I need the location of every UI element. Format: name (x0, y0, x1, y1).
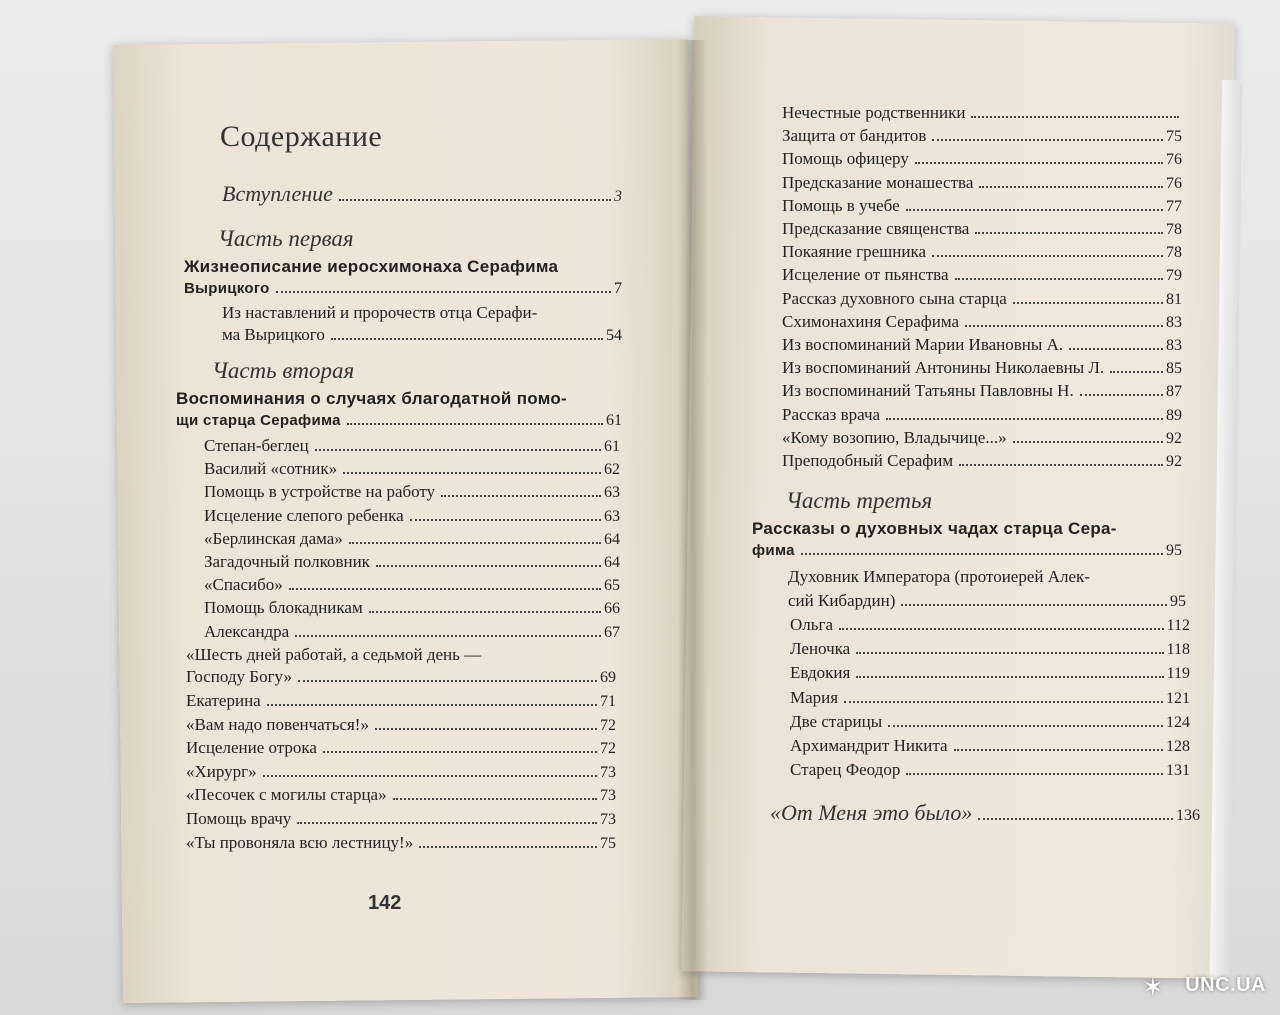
leader-dots (1069, 348, 1163, 350)
toc-entry-page: 92 (1166, 453, 1182, 470)
toc-entry-page: 131 (1166, 762, 1190, 780)
toc-entry-page: 78 (1166, 244, 1182, 262)
toc-entry-page: 73 (600, 811, 616, 828)
leader-dots (343, 472, 601, 474)
toc-entry-title: Степан-беглец (204, 436, 309, 455)
book-gutter (678, 40, 708, 1000)
toc-entry[interactable] (782, 172, 1182, 195)
toc-entry-title: «Хирург» (186, 761, 257, 781)
toc-entry-title: Евдокия (790, 663, 851, 683)
toc-entry-title: фима (752, 542, 795, 559)
toc-entry-title: «Песочек с могилы старца» (186, 785, 387, 805)
leader-dots (1080, 394, 1163, 396)
toc-entry[interactable] (186, 737, 616, 760)
leader-dots (801, 553, 1163, 555)
page-title: Содержание (220, 120, 383, 153)
toc-entry-title: Ольга (790, 615, 834, 634)
toc-entry-page: 121 (1166, 689, 1190, 707)
toc-entry-page: 89 (1166, 406, 1182, 424)
toc-entry-page: 72 (600, 716, 616, 734)
leader-dots (263, 775, 597, 777)
leader-dots (932, 255, 1163, 257)
leader-dots (971, 116, 1179, 118)
leader-dots (844, 701, 1163, 703)
leader-dots (978, 818, 1173, 820)
toc-entry[interactable] (186, 714, 616, 737)
toc-entry[interactable] (790, 614, 1190, 637)
toc-entry-page: 78 (1166, 221, 1182, 238)
toc-entry-page: 95 (1166, 542, 1182, 559)
toc-entry[interactable] (782, 380, 1182, 403)
leader-dots (1013, 441, 1163, 443)
toc-entry-title: Воспоминания о случаях благодатной помо- (176, 389, 568, 408)
toc-entry[interactable] (186, 761, 616, 784)
toc-entry-page: 124 (1166, 713, 1190, 731)
toc-entry[interactable] (790, 687, 1190, 710)
toc-entry-intro[interactable] (222, 183, 622, 208)
toc-entry-title: Загадочный полковник (204, 552, 370, 571)
toc-entry-title: Нечестные родственники (782, 103, 966, 122)
watermark-logo: UNC.UA (1185, 974, 1266, 996)
toc-entry[interactable] (186, 784, 616, 807)
toc-entry-title: Вступление (222, 181, 333, 206)
toc-entry[interactable] (204, 621, 620, 644)
toc-entry-title: Предсказание священства (782, 219, 970, 238)
toc-entry-page: 67 (604, 623, 620, 641)
toc-entry-title: Жизнеописание иеросхимонаха Серафима (184, 257, 559, 276)
toc-entry-title: Помощь в устройстве на работу (204, 482, 436, 502)
toc-entry-title: ма Вырицкого (222, 325, 325, 344)
toc-entry-title: Рассказ духовного сына старца (782, 288, 1007, 308)
toc-entry[interactable] (790, 735, 1190, 758)
toc-entry-title: Архимандрит Никита (790, 736, 948, 755)
toc-entry-page: 61 (606, 412, 622, 429)
toc-entry-title: Исцеление отрока (186, 738, 317, 758)
leader-dots (289, 588, 601, 590)
toc-entry-title: Из наставлений и пророчеств отца Серафи- (222, 303, 538, 322)
toc-entry-instructions[interactable] (222, 324, 622, 347)
toc-entry-page: 54 (606, 327, 622, 344)
toc-entry-title: Помощь в учебе (782, 195, 900, 215)
toc-entry[interactable] (782, 148, 1182, 171)
toc-entry-sixdays[interactable] (186, 666, 616, 689)
toc-entry-page: 95 (1170, 593, 1186, 610)
toc-entry-page: 128 (1166, 738, 1190, 755)
toc-entry-title: Из воспоминаний Татьяны Павловны Н. (782, 381, 1074, 401)
leader-dots (295, 635, 601, 637)
leader-dots (856, 652, 1163, 654)
leader-dots (276, 291, 611, 293)
toc-entry-title: «От Меня это было» (770, 800, 973, 825)
toc-entry-confessor[interactable] (788, 590, 1186, 613)
leader-dots (393, 798, 597, 800)
toc-entry[interactable] (204, 435, 620, 458)
leader-dots (315, 449, 601, 451)
toc-entry[interactable] (790, 662, 1190, 685)
leader-dots (959, 464, 1163, 466)
toc-entry[interactable] (782, 218, 1182, 241)
leader-dots (1110, 371, 1163, 373)
leader-dots (267, 704, 597, 706)
toc-entry-page: 136 (1176, 807, 1200, 824)
leader-dots (369, 611, 601, 613)
toc-entry-title: Из воспоминаний Антонины Николаевны Л. (782, 358, 1105, 378)
toc-entry[interactable] (790, 759, 1190, 782)
leader-dots (1013, 302, 1163, 304)
toc-entry-page: 69 (600, 669, 616, 686)
toc-entry-page: 62 (604, 461, 620, 479)
leader-dots (298, 680, 597, 682)
leader-dots (375, 728, 597, 730)
toc-entry[interactable] (204, 574, 620, 597)
toc-entry[interactable] (782, 241, 1182, 264)
toc-entry-page: 77 (1166, 197, 1182, 215)
toc-entry[interactable] (782, 288, 1182, 311)
toc-entry-page: 64 (604, 530, 620, 548)
leader-dots (955, 278, 1163, 280)
leader-dots (888, 725, 1163, 727)
toc-entry-page: 7 (614, 280, 622, 297)
toc-entry-page: 92 (1166, 429, 1182, 447)
toc-entry-title: «Вам надо повенчаться!» (186, 714, 369, 734)
toc-entry-page: 118 (1166, 641, 1190, 659)
leader-dots (886, 418, 1163, 420)
leader-dots (376, 565, 601, 567)
toc-entry[interactable] (186, 808, 616, 831)
toc-entry[interactable] (782, 450, 1182, 473)
toc-entry[interactable] (204, 458, 620, 481)
toc-entry-page: 71 (600, 693, 616, 710)
toc-entry-title: Помощь офицеру (782, 149, 909, 169)
toc-entry[interactable] (186, 832, 616, 855)
toc-entry[interactable] (782, 334, 1182, 357)
toc-entry-final[interactable] (770, 802, 1200, 827)
toc-entry-title: Рассказы о духовных чадах старца Сера- (752, 519, 1117, 538)
toc-entry-page: 81 (1166, 290, 1182, 308)
leader-dots (906, 773, 1163, 775)
toc-entry-page: 85 (1166, 360, 1182, 378)
toc-entry[interactable] (782, 264, 1182, 287)
toc-entry-part1[interactable] (184, 278, 622, 300)
toc-entry[interactable] (204, 528, 620, 551)
toc-entry[interactable] (790, 711, 1190, 734)
toc-entry-part2[interactable] (176, 410, 622, 432)
toc-entry-title: Из воспоминаний Марии Ивановны А. (782, 335, 1064, 354)
toc-entry-title: Защита от бандитов (782, 126, 927, 146)
toc-entry[interactable] (782, 311, 1182, 334)
toc-entry[interactable] (782, 102, 1182, 124)
toc-entry-title: «Берлинская дама» (204, 528, 343, 548)
toc-entry-title: Преподобный Серафим (782, 451, 954, 470)
toc-entry-title: Помощь блокадникам (204, 598, 363, 618)
leader-dots (915, 162, 1163, 164)
toc-entry-page: 3 (614, 188, 622, 205)
toc-entry-title: Господу Богу» (186, 667, 292, 686)
toc-entry-page: 75 (600, 834, 616, 852)
toc-entry-title: «Кому возопию, Владычице...» (782, 427, 1007, 447)
leader-dots (965, 325, 1163, 327)
part-heading: Часть третья (786, 488, 933, 513)
toc-entry-title: Мария (790, 687, 839, 707)
toc-entry-page: 72 (600, 740, 616, 758)
toc-entry-page: 64 (604, 554, 620, 571)
toc-entry-title: Схимонахиня Серафима (782, 311, 960, 331)
toc-entry[interactable] (782, 404, 1182, 427)
page-number: 142 (368, 892, 402, 914)
toc-entry-page: 61 (604, 438, 620, 455)
leader-dots (323, 751, 597, 753)
toc-entry-page: 76 (1166, 151, 1182, 169)
toc-entry-page: 63 (604, 507, 620, 525)
toc-entry-page: 75 (1166, 128, 1182, 146)
toc-entry-title: Помощь врачу (186, 809, 292, 828)
toc-entry-title: Две старицы (790, 711, 883, 731)
toc-entry-title: сий Кибардин) (788, 591, 896, 610)
toc-entry[interactable] (782, 125, 1182, 148)
toc-entry-page: 73 (600, 763, 616, 781)
part-heading: Часть вторая (212, 358, 355, 383)
toc-entry-page: 76 (1166, 174, 1182, 192)
star-icon: ✶ (1142, 973, 1164, 1002)
toc-entry-title: Предсказание монашества (782, 172, 974, 192)
leader-dots (856, 676, 1163, 678)
toc-entry-title: Василий «сотник» (204, 459, 338, 479)
toc-entry[interactable] (782, 357, 1182, 380)
leader-dots (410, 519, 601, 521)
leader-dots (954, 749, 1164, 751)
toc-entry-part3[interactable] (752, 540, 1182, 562)
toc-entry-page: 83 (1166, 313, 1182, 331)
toc-entry-page: 65 (604, 577, 620, 595)
toc-entry-title: щи старца Серафима (176, 412, 341, 429)
toc-entry-title: «Шесть дней работай, а седьмой день — (186, 645, 482, 664)
leader-dots (979, 186, 1163, 188)
toc-entry-title: Леночка (790, 639, 851, 659)
leader-dots (331, 338, 603, 340)
toc-entry-title: «Ты провоняла всю лестницу!» (186, 832, 414, 852)
toc-entry-page: 87 (1166, 383, 1182, 401)
leader-dots (441, 495, 601, 497)
toc-entry[interactable] (204, 551, 620, 574)
leader-dots (349, 542, 601, 544)
toc-entry-page: 119 (1166, 665, 1190, 683)
toc-entry[interactable] (204, 597, 620, 620)
toc-entry-page: 79 (1166, 267, 1182, 285)
leader-dots (906, 209, 1163, 211)
toc-entry-page: 63 (604, 484, 620, 502)
toc-entry-title: Покаяние грешника (782, 242, 926, 262)
toc-entry-title: Екатерина (186, 691, 261, 710)
toc-entry-title: Александра (204, 621, 290, 641)
toc-entry-title: Исцеление от пьянства (782, 265, 949, 285)
toc-entry-page: 66 (604, 600, 620, 618)
leader-dots (975, 232, 1163, 234)
toc-entry-title: Вырицкого (184, 280, 270, 297)
toc-entry-page: 112 (1166, 617, 1190, 634)
toc-entry-title: «Спасибо» (204, 575, 283, 595)
toc-entry[interactable] (782, 195, 1182, 218)
toc-entry-page: 73 (600, 787, 616, 805)
toc-entry-title: Старец Феодор (790, 760, 901, 780)
leader-dots (347, 423, 603, 425)
leader-dots (932, 139, 1163, 141)
leader-dots (297, 822, 597, 824)
toc-entry-title: Рассказ врача (782, 404, 881, 424)
leader-dots (901, 604, 1167, 606)
toc-entry[interactable] (782, 427, 1182, 450)
toc-entry-page: 83 (1166, 337, 1182, 354)
toc-entry[interactable] (204, 505, 620, 528)
toc-entry[interactable] (186, 690, 616, 713)
part-heading: Часть первая (218, 226, 354, 251)
toc-entry-title: Исцеление слепого ребенка (204, 505, 404, 525)
toc-entry[interactable] (204, 481, 620, 504)
leader-dots (419, 846, 597, 848)
toc-entry-title: Духовник Императора (протоиерей Алек- (788, 567, 1090, 586)
leader-dots (339, 199, 611, 201)
toc-entry[interactable] (790, 638, 1190, 661)
leader-dots (839, 628, 1164, 630)
